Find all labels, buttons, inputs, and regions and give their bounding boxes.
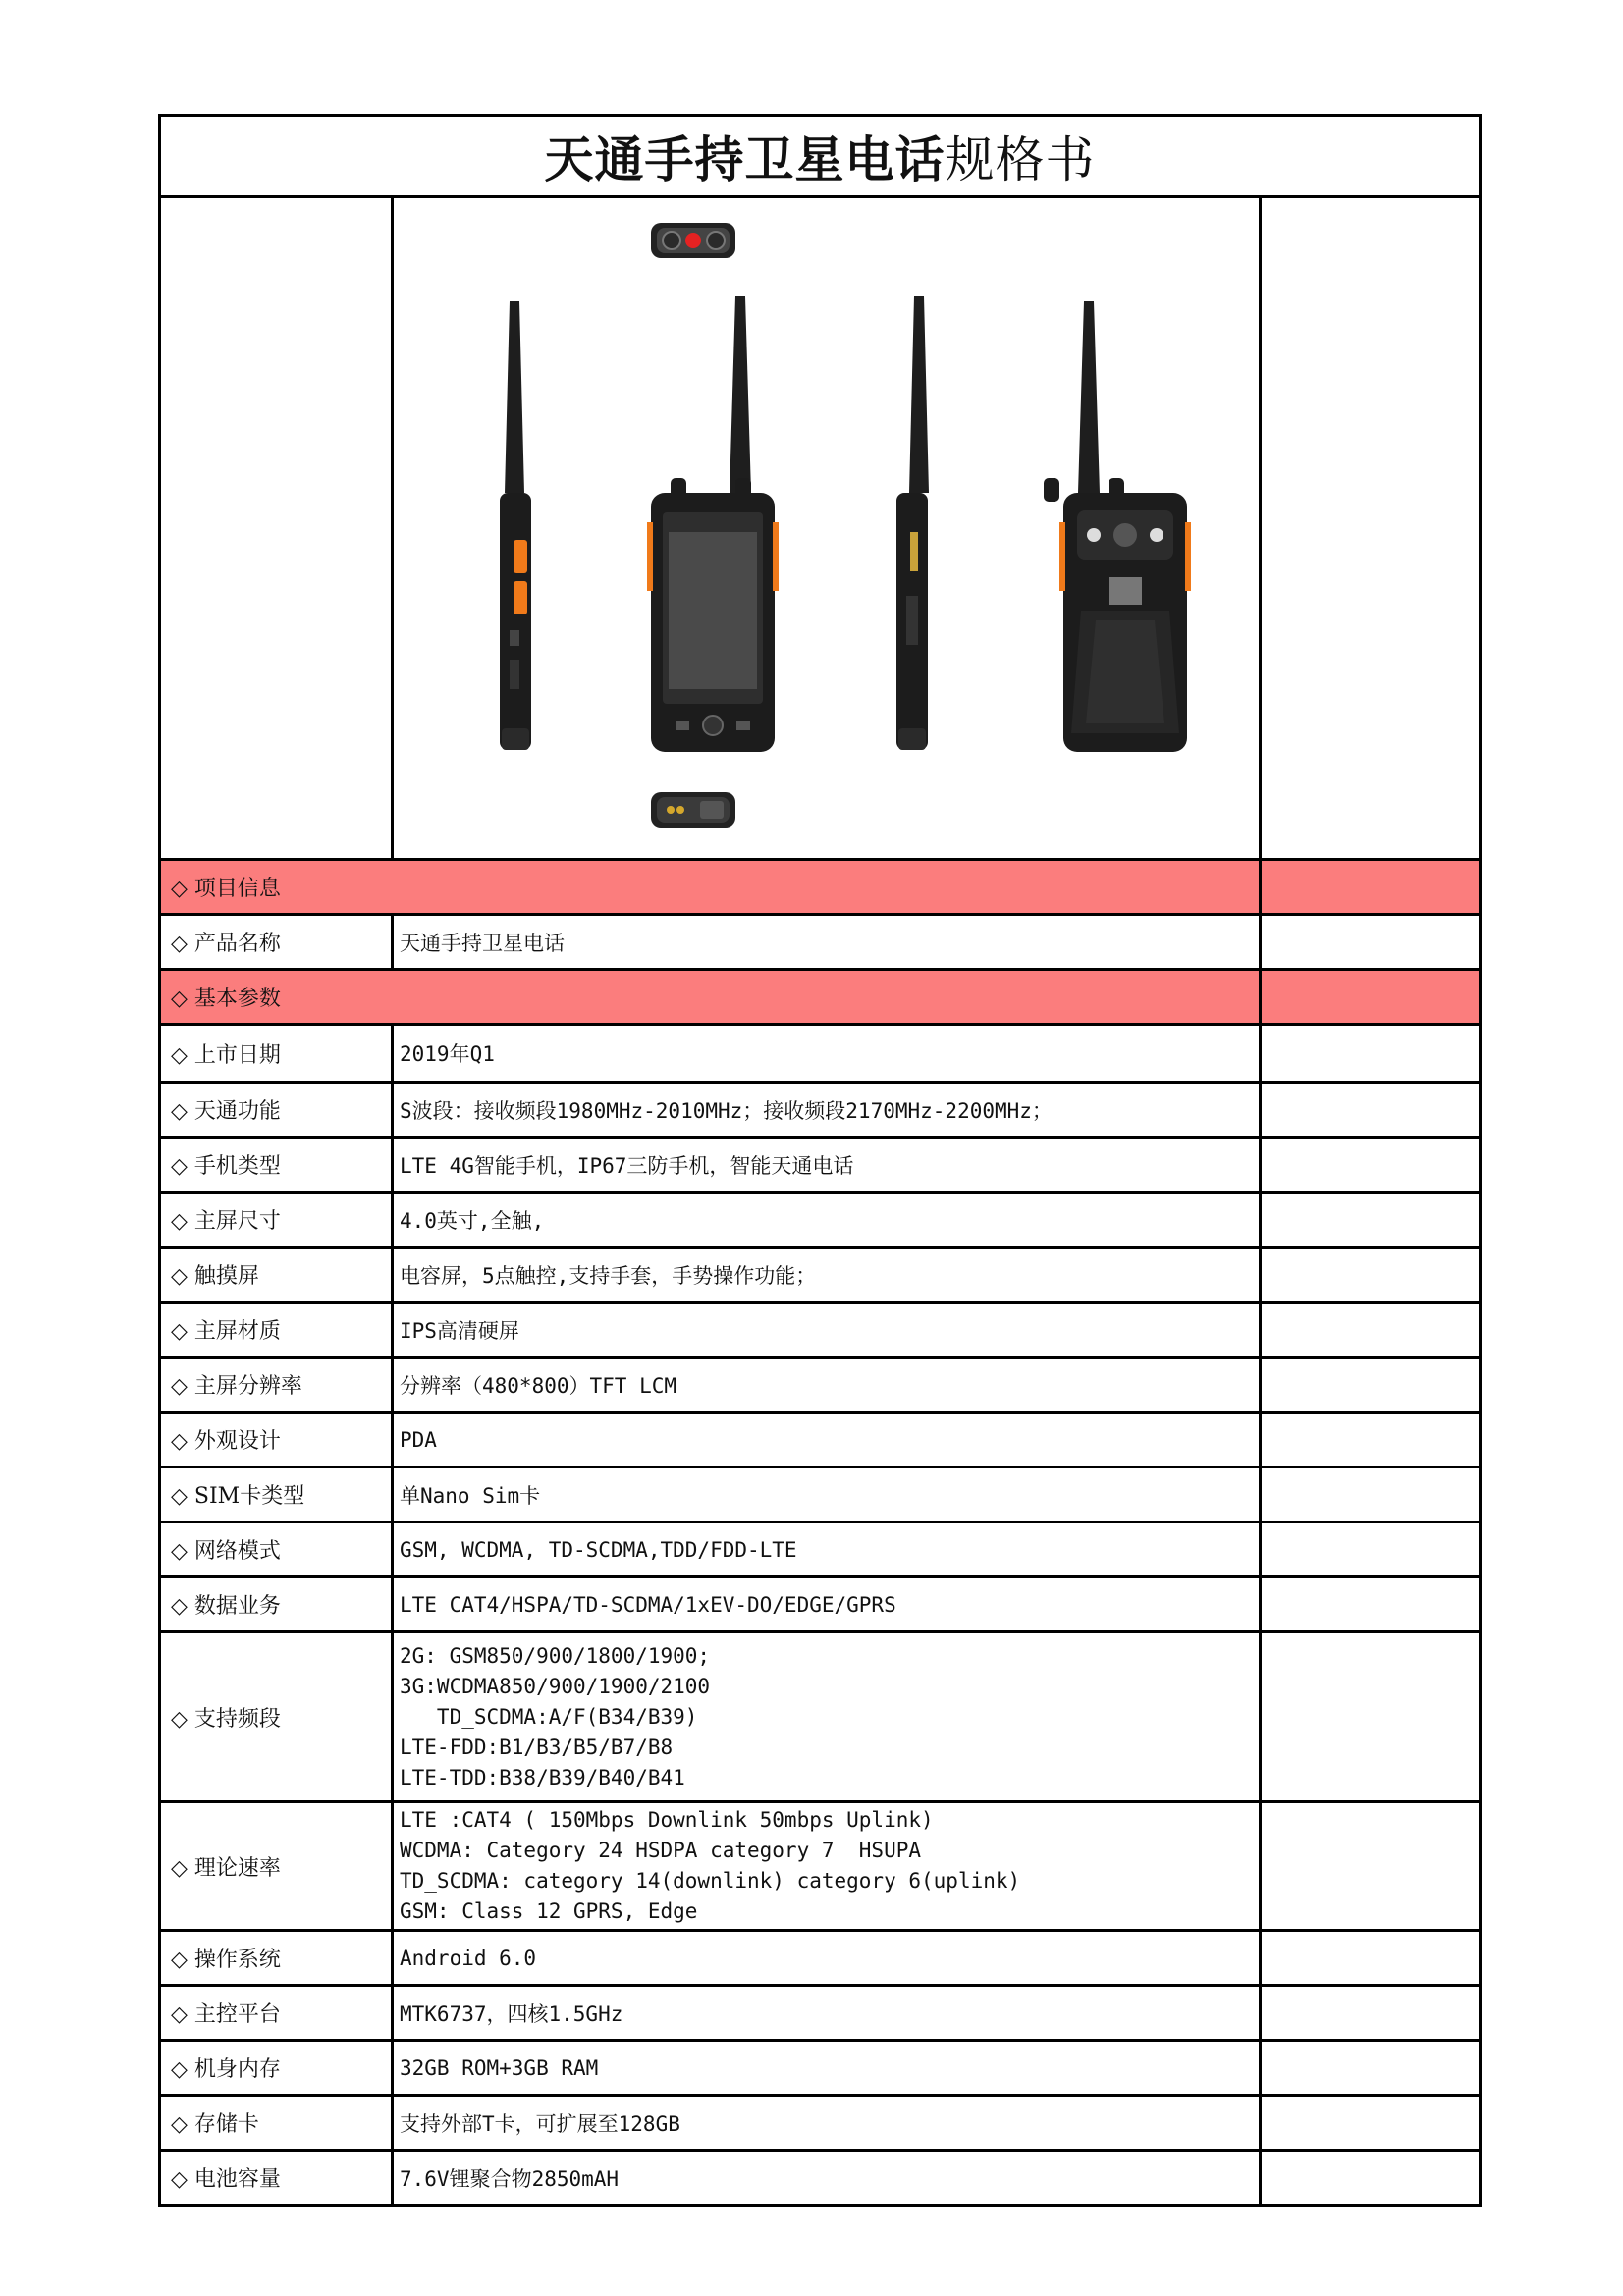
spec-value bbox=[393, 1522, 1261, 1577]
spec-row bbox=[160, 1303, 1481, 1358]
spec-label: ◇ 支持频段 bbox=[160, 1632, 393, 1802]
spec-value-line: 天通手持卫星电话 bbox=[400, 931, 565, 955]
spec-value-line: 2G: GSM850/900/1800/1900; bbox=[400, 1643, 711, 1668]
product-illustration bbox=[394, 198, 1262, 854]
product-image-cell bbox=[393, 197, 1261, 860]
spec-row bbox=[160, 1468, 1481, 1522]
left-side-view-image bbox=[500, 301, 531, 750]
spec-table bbox=[158, 114, 1482, 861]
spec-row bbox=[160, 1802, 1481, 1931]
spec-extra-cell bbox=[1261, 915, 1481, 970]
spec-label: ◇ 电池容量 bbox=[160, 2151, 393, 2206]
spec-extra-cell bbox=[1261, 1358, 1481, 1413]
spec-row bbox=[160, 2041, 1481, 2096]
spec-value-line: Android 6.0 bbox=[400, 1946, 537, 1970]
spec-extra-cell bbox=[1261, 1025, 1481, 1083]
spec-value-line: MTK6737，四核1.5GHz bbox=[400, 2002, 623, 2026]
spec-value-line: 分辨率（480*800）TFT LCM bbox=[400, 1373, 677, 1398]
spec-value bbox=[393, 1193, 1261, 1248]
spec-label: ◇ 网络模式 bbox=[160, 1522, 393, 1577]
spec-value bbox=[393, 1931, 1261, 1986]
spec-value bbox=[393, 1358, 1261, 1413]
title-cell bbox=[160, 116, 1481, 197]
spec-value-line: S波段：接收频段1980MHz-2010MHz；接收频段2170MHz-2200MHz； bbox=[400, 1098, 1053, 1123]
spec-row bbox=[160, 1248, 1481, 1303]
spec-value-line: 单Nano Sim卡 bbox=[400, 1483, 541, 1508]
title-normal: 规格书 bbox=[945, 132, 1096, 188]
spec-label: ◇ 外观设计 bbox=[160, 1413, 393, 1468]
spec-label: ◇ 主控平台 bbox=[160, 1986, 393, 2041]
spec-extra-cell bbox=[1261, 2096, 1481, 2151]
spec-extra-cell bbox=[1261, 1986, 1481, 2041]
spec-sheet bbox=[158, 114, 1479, 2207]
spec-row bbox=[160, 1138, 1481, 1193]
section-header-row bbox=[160, 970, 1481, 1025]
spec-value-line: TD_SCDMA:A/F(B34/B39) bbox=[400, 1704, 698, 1729]
spec-value bbox=[393, 1468, 1261, 1522]
title-bold: 天通手持卫星电话 bbox=[544, 131, 946, 188]
spec-label: ◇ 天通功能 bbox=[160, 1083, 393, 1138]
spec-value bbox=[393, 1303, 1261, 1358]
spec-value-line: WCDMA: Category 24 HSDPA category 7 HSUPA bbox=[400, 1839, 922, 1862]
spec-extra-cell bbox=[1261, 2151, 1481, 2206]
spec-value bbox=[393, 1413, 1261, 1468]
spec-value bbox=[393, 1802, 1261, 1931]
spec-row bbox=[160, 1193, 1481, 1248]
spec-row bbox=[160, 1025, 1481, 1083]
section-extra-cell bbox=[1261, 860, 1481, 915]
spec-extra-cell bbox=[1261, 1931, 1481, 1986]
spec-label: ◇ 理论速率 bbox=[160, 1802, 393, 1931]
spec-value bbox=[393, 915, 1261, 970]
spec-extra-cell bbox=[1261, 1138, 1481, 1193]
spec-value bbox=[393, 1577, 1261, 1632]
spec-label: ◇ 手机类型 bbox=[160, 1138, 393, 1193]
spec-value bbox=[393, 1138, 1261, 1193]
spec-value-line: LTE-TDD:B38/B39/B40/B41 bbox=[400, 1765, 685, 1789]
spec-extra-cell bbox=[1261, 2041, 1481, 2096]
spec-extra-cell bbox=[1261, 1083, 1481, 1138]
spec-label: ◇ 上市日期 bbox=[160, 1025, 393, 1083]
spec-row bbox=[160, 1413, 1481, 1468]
spec-value-line: 2019年Q1 bbox=[400, 1042, 495, 1066]
spec-value bbox=[393, 1986, 1261, 2041]
spec-extra-cell bbox=[1261, 1303, 1481, 1358]
section-title: ◇ 基本参数 bbox=[160, 970, 1261, 1025]
spec-value-line: 支持外部T卡，可扩展至128GB bbox=[400, 2111, 680, 2136]
spec-extra-cell bbox=[1261, 1413, 1481, 1468]
spec-label: ◇ 触摸屏 bbox=[160, 1248, 393, 1303]
spec-value-line: GSM: Class 12 GPRS, Edge bbox=[400, 1899, 698, 1923]
spec-value bbox=[393, 1248, 1261, 1303]
spec-row bbox=[160, 1083, 1481, 1138]
spec-value bbox=[393, 2041, 1261, 2096]
spec-value-line: LTE :CAT4 ( 150Mbps Downlink 50mbps Uplink) bbox=[400, 1808, 934, 1832]
spec-label: ◇ 主屏分辨率 bbox=[160, 1358, 393, 1413]
spec-value bbox=[393, 2151, 1261, 2206]
spec-label: ◇ 操作系统 bbox=[160, 1931, 393, 1986]
spec-label: ◇ 主屏材质 bbox=[160, 1303, 393, 1358]
spec-extra-cell bbox=[1261, 1248, 1481, 1303]
spec-value bbox=[393, 1632, 1261, 1802]
spec-rows bbox=[160, 860, 1481, 2206]
spec-value-line: LTE-FDD:B1/B3/B5/B7/B8 bbox=[400, 1735, 674, 1759]
spec-value-line: 电容屏，5点触控,支持手套，手势操作功能； bbox=[400, 1263, 817, 1288]
spec-row bbox=[160, 1931, 1481, 1986]
section-header-row bbox=[160, 860, 1481, 915]
spec-value-line: 32GB ROM+3GB RAM bbox=[400, 2056, 599, 2080]
spec-value-line: LTE 4G智能手机，IP67三防手机，智能天通电话 bbox=[400, 1153, 854, 1178]
spec-row bbox=[160, 2151, 1481, 2206]
spec-value-line: 7.6V锂聚合物2850mAH bbox=[400, 2166, 620, 2191]
top-view-image bbox=[651, 223, 735, 258]
image-row bbox=[160, 197, 1481, 860]
spec-extra-cell bbox=[1261, 1193, 1481, 1248]
spec-value bbox=[393, 1083, 1261, 1138]
page-title bbox=[545, 132, 1096, 188]
bottom-view-image bbox=[651, 792, 735, 828]
spec-row bbox=[160, 1577, 1481, 1632]
spec-label: ◇ 数据业务 bbox=[160, 1577, 393, 1632]
spec-label: ◇ 主屏尺寸 bbox=[160, 1193, 393, 1248]
spec-row bbox=[160, 2096, 1481, 2151]
spec-row bbox=[160, 1632, 1481, 1802]
image-left-blank bbox=[160, 197, 393, 860]
spec-rows-table bbox=[158, 858, 1482, 2207]
spec-label: ◇ 机身内存 bbox=[160, 2041, 393, 2096]
spec-value-line: PDA bbox=[400, 1427, 437, 1452]
spec-value-line: LTE CAT4/HSPA/TD-SCDMA/1xEV-DO/EDGE/GPRS bbox=[400, 1592, 896, 1617]
spec-value-line: 4.0英寸,全触, bbox=[400, 1208, 545, 1233]
spec-label: ◇ 存储卡 bbox=[160, 2096, 393, 2151]
spec-row bbox=[160, 915, 1481, 970]
spec-value-line: IPS高清硬屏 bbox=[400, 1318, 519, 1343]
front-view-image bbox=[647, 296, 779, 752]
spec-label: ◇ 产品名称 bbox=[160, 915, 393, 970]
section-extra-cell bbox=[1261, 970, 1481, 1025]
spec-row bbox=[160, 1522, 1481, 1577]
spec-value-line: GSM, WCDMA, TD-SCDMA,TDD/FDD-LTE bbox=[400, 1537, 797, 1562]
image-right-blank bbox=[1261, 197, 1481, 860]
spec-value-line: TD_SCDMA: category 14(downlink) category 6(uplink) bbox=[400, 1869, 1021, 1893]
spec-value bbox=[393, 2096, 1261, 2151]
spec-row bbox=[160, 1986, 1481, 2041]
section-title: ◇ 项目信息 bbox=[160, 860, 1261, 915]
right-side-view-image bbox=[896, 296, 929, 750]
back-view-image bbox=[1044, 301, 1191, 752]
spec-value-line: 3G:WCDMA850/900/1900/2100 bbox=[400, 1674, 711, 1698]
title-row bbox=[160, 116, 1481, 197]
spec-extra-cell bbox=[1261, 1577, 1481, 1632]
spec-extra-cell bbox=[1261, 1468, 1481, 1522]
spec-extra-cell bbox=[1261, 1632, 1481, 1802]
spec-extra-cell bbox=[1261, 1802, 1481, 1931]
spec-label: ◇ SIM卡类型 bbox=[160, 1468, 393, 1522]
spec-extra-cell bbox=[1261, 1522, 1481, 1577]
spec-row bbox=[160, 1358, 1481, 1413]
spec-value bbox=[393, 1025, 1261, 1083]
